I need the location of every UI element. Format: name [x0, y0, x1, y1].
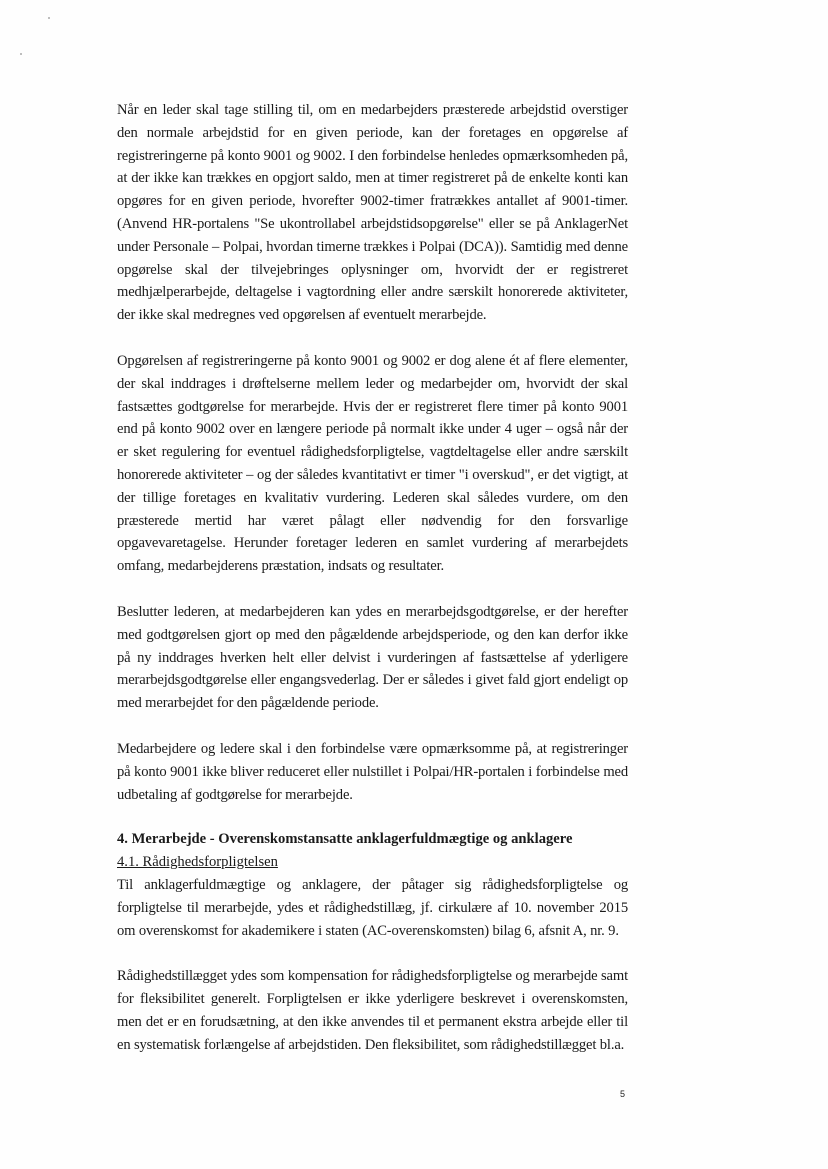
- section-paragraph: Til anklagerfuldmægtige og anklagere, der påtager sig rådighedsforpligtelse og forpligtelse til merarbejde, ydes et rådighedstillæg, jf. cirkulære af 10. november 2015 om overenskomst for akademikere i staten (AC-overenskomsten) bilag 6, afsnit A, nr. 9.: [117, 876, 628, 939]
- body-paragraph: Beslutter lederen, at medarbejderen kan ydes en merarbejdsgodtgørelse, er der herefter med godtgørelsen gjort op med den pågældende arbejdsperiode, og den kan derfor ikke på ny inddrages hverken helt eller delvist i vurderingen af fastsættelse af yderligere merarbejdsgodtgørelse eller engangsvederlag. Der er således i givet fald gjort endeligt op med merarbejdet for den pågældende periode.: [117, 603, 628, 712]
- section-heading: 4. Merarbejde - Overenskomstansatte anklagerfuldmægtige og anklagere: [117, 831, 573, 848]
- page-number: 5: [620, 1089, 626, 1099]
- section-paragraph: Rådighedstillægget ydes som kompensation for rådighedsforpligtelse og merarbejde samt for fleksibilitet generelt. Forpligtelsen er ikke yderligere beskrevet i overenskomsten, men det er en forudsætning, at den ikke anvendes til et permanent ekstra arbejde eller til en systematisk forlængelse af arbejdstiden. Den fleksibilitet, som rådighedstillægget bl.a.: [117, 968, 628, 1053]
- subsection-heading: 4.1. Rådighedsforpligtelsen: [117, 854, 278, 871]
- scan-speck: [20, 53, 22, 55]
- scan-speck: [48, 17, 50, 19]
- body-paragraph: Medarbejdere og ledere skal i den forbindelse være opmærksomme på, at registreringer på konto 9001 ikke bliver reduceret eller nulstillet i Polpai/HR-portalen i forbindelse med udbetaling af godtgørelse for merarbejde.: [117, 740, 628, 803]
- document-body: [117, 99, 628, 1056]
- body-paragraph: Når en leder skal tage stilling til, om en medarbejders præsterede arbejdstid overstiger den normale arbejdstid for en given periode, kan der foretages en opgørelse af registreringerne på konto 9001 og 9002. I den forbindelse henledes opmærksomheden på, at der ikke kan trækkes en opgjort saldo, men at timer registreret på de enkelte konti kan opgøres for en given periode, hvorefter 9002-timer fratrækkes antallet af 9001-timer. (Anvend HR-portalens "Se ukontrollabel arbejdstidsopgørelse" eller se på AnklagerNet under Personale – Polpai, hvordan timerne trækkes i Polpai (DCA)). Samtidig med denne opgørelse skal der tilvejebringes oplysninger om, hvorvidt der er registreret medhjælperarbejde, deltagelse i vagtordning eller andre særskilt honorerede aktiviteter, der ikke skal medregnes ved opgørelsen af eventuelt merarbejde.: [117, 102, 628, 324]
- body-paragraph: Opgørelsen af registreringerne på konto 9001 og 9002 er dog alene ét af flere elementer, der skal inddrages i drøftelserne mellem leder og medarbejder om, hvorvidt der skal fastsættes godtgørelse for merarbejde. Hvis der er registreret flere timer på konto 9001 end på konto 9002 over en længere periode på normalt ikke under 4 uger – også når der er sket regulering for eventuel rådighedsforpligtelse, vagtdeltagelse eller andre særskilt honorerede aktiviteter – og der således kvantitativt er timer "i overskud", er det vigtigt, at der tillige foretages en kvalitativ vurdering. Lederen skal således vurdere, om den præsterede mertid har været pålagt eller nødvendig for den forsvarlige opgavevaretagelse. Herunder foretager lederen en samlet vurdering af merarbejdets omfang, medarbejderens præstation, indsats og resultater.: [117, 352, 628, 575]
